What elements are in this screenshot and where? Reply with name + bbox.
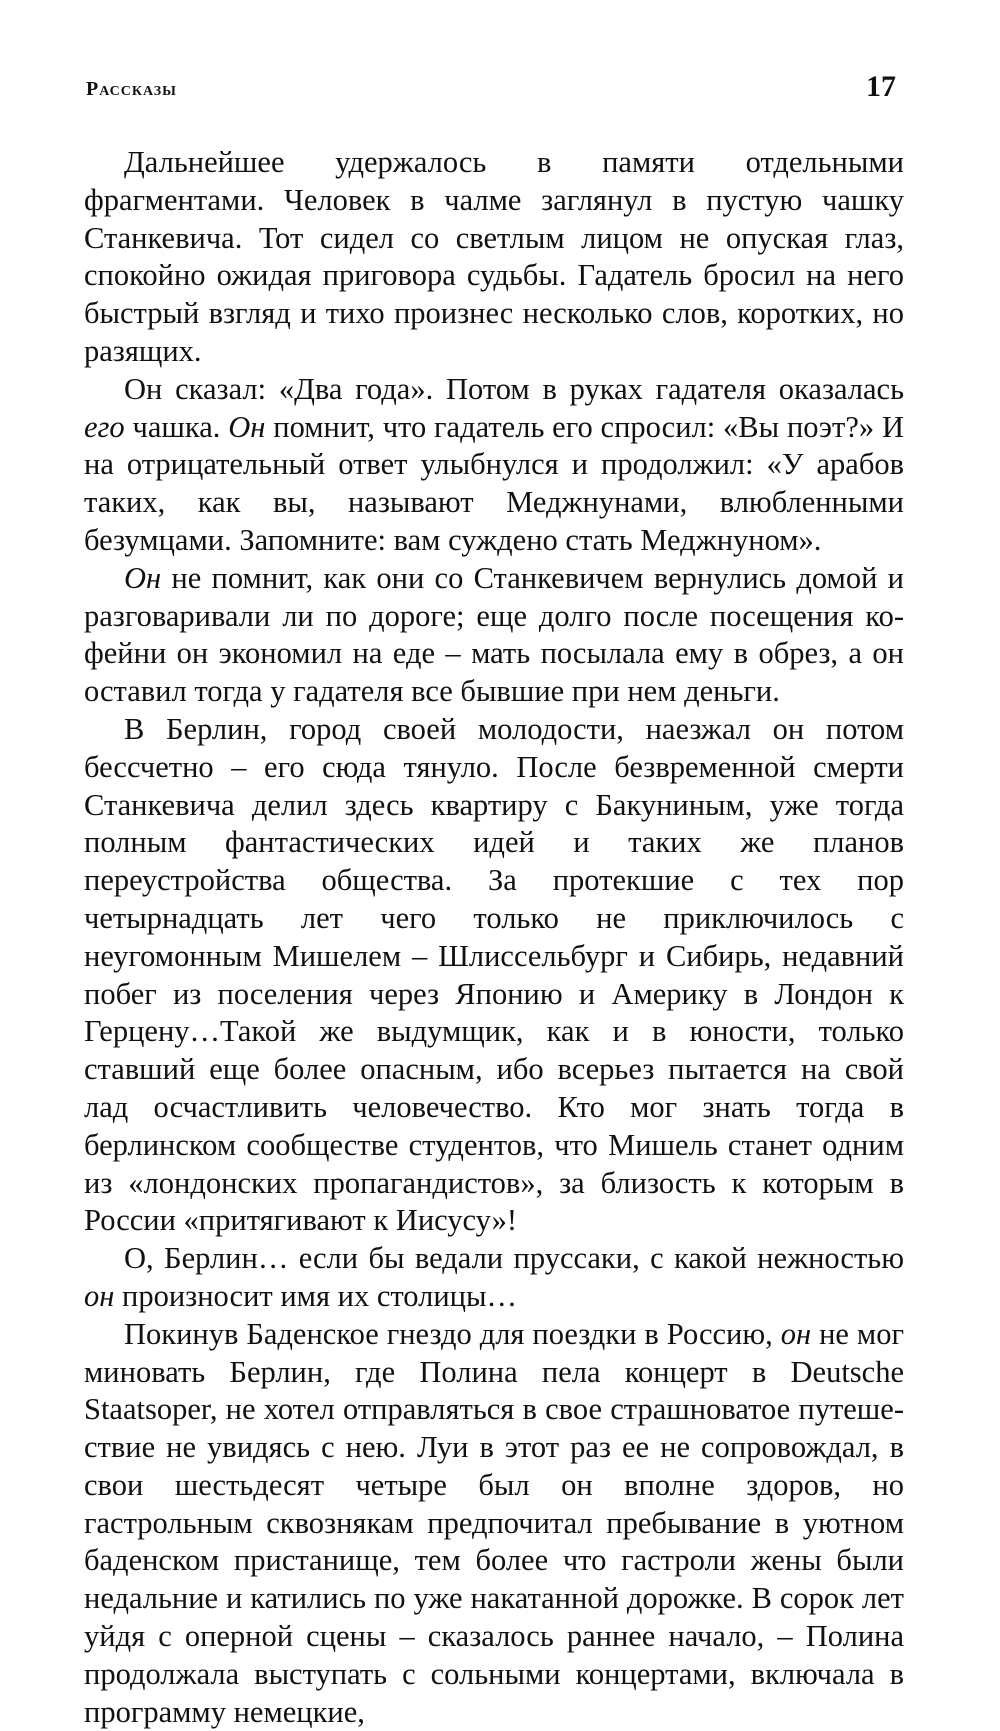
paragraph-text: Покинув Баденское гнездо для поездки в Россию, [124,1316,781,1351]
italic-pronoun: он [84,1278,115,1313]
paragraph-2 [84,371,904,560]
paragraph-text: О, Берлин… если бы ведали пруссаки, с какой нежностью [124,1241,904,1276]
italic-pronoun: его [84,409,125,444]
italic-pronoun: Он [124,560,162,595]
page-number: 17 [866,70,896,103]
paragraph-text: В Берлин, город своей молодости, наезжал он потом бессчетно – его сюда тянуло. После безвременной смерти Станкевича делил здесь квартиру с Бакуниным, уже тогда полным фантастических идей и таких же планов переустройства общества. За протекшие с тех пор четырнадцать лет чего только не приключилось с неугомонным Мишелем – Шлиссельбург и Сибирь, недавний побег из поселения через Японию и Америку в Лондон к Герцену…Такой же выдумщик, как и в юности, только ставший еще более опасным, ибо всерьез пытается на свой лад осчастливить человечество. Кто мог знать тогда в берлинском сообществе студентов, что Мишель станет одним из «лондонских пропагандистов», за близость к которым в России «притягивают к Иисусу»! [84,711,904,1238]
paragraph-text: чашка. [124,409,229,444]
paragraph-text: Дальнейшее удержалось в памяти отдельными фрагментами. Человек в чалме заглянул в пустую чашку Станкевича. Тот сидел со светлым лицом не опуская глаз, спокойно ожидая приговора судьбы. Гадатель бросил на него быстрый взгляд и тихо произнес несколько слов, коротких, но разящих. [84,145,904,368]
paragraph-1 [84,144,904,371]
paragraph-6 [84,1316,904,1731]
paragraph-3 [84,560,904,711]
paragraph-text: Он сказал: «Два года». Потом в руках гадателя оказалась [124,371,904,406]
body-text [84,144,904,1731]
paragraph-5 [84,1240,904,1316]
running-head: Рассказы [86,78,177,100]
paragraph-text: помнит, что гадатель его спросил: «Вы поэт?» И на отрицательный ответ улыбнулся и продолжил: «У арабов таких, как вы, называют Меджнунами, влюбленными безумцами. Запомните: вам суждено стать Меджнуном». [84,409,904,557]
paragraph-text: не помнит, как они со Станкевичем вернулись домой и разговаривали ли по дороге; еще долго после посещения кофейни он экономил на еде – мать посылала ему в обрез, а он оставил тогда у гадателя все бывшие при нем деньги. [84,560,904,709]
paragraph-4 [84,711,904,1240]
paragraph-text: не мог миновать Берлин, где Полина пела концерт в Deutsche Staatsoper, не хотел отправляться в свое страшноватое путешествие не увидясь с нею. Луи в этот раз ее не сопровождал, в свои шестьдесят четыре был он вполне здоров, но гастрольным сквознякам предпочитал пребывание в уютном баденском пристанище, тем более что гастроли жены были недальние и катились по уже накатанной дорожке. В сорок лет уйдя с оперной сцены – сказалось раннее начало, – Полина продолжала выступать с сольными концертами, включала в программу немецкие, [84,1316,904,1729]
italic-pronoun: Он [228,409,266,444]
paragraph-text: произносит имя их столицы… [114,1278,517,1313]
italic-pronoun: он [780,1316,812,1351]
